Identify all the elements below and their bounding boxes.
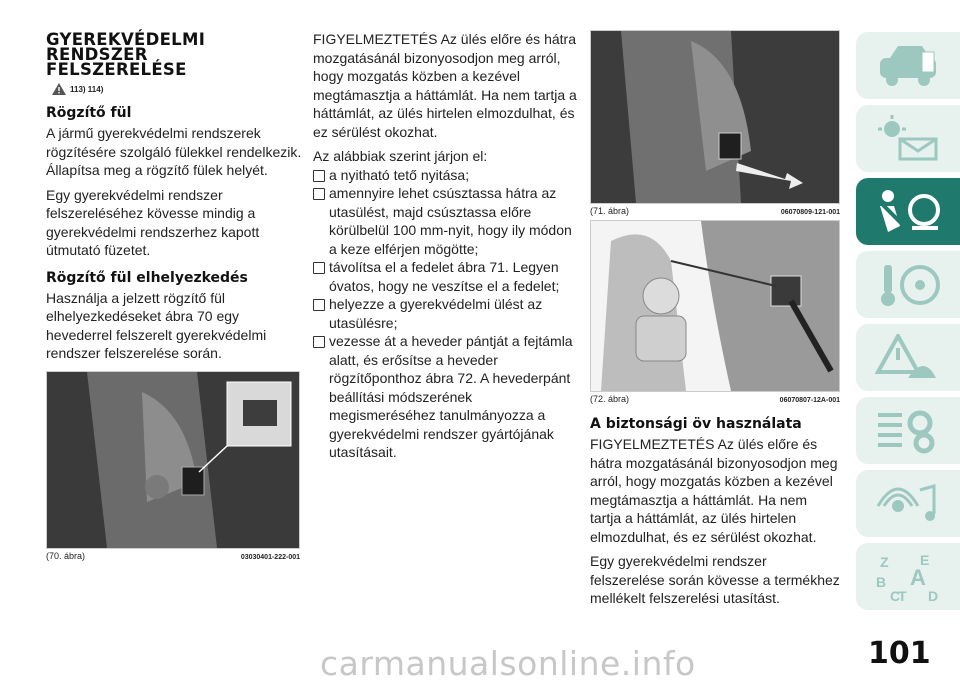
index-letter: D (928, 588, 939, 604)
paragraph: Egy gyerekvédelmi rendszer felszerelése során kövesse a termékhez mellékelt felszerelési utasítást. (590, 553, 840, 606)
paragraph: Egy gyerekvédelmi rendszer felszereléséhez kövesse mindig a gyerekvédelmi rendszerhez kapott útmutató füzetet. (46, 186, 260, 258)
index-letter: C (890, 588, 901, 604)
index-letter: A (910, 565, 926, 590)
index-letter: B (876, 574, 887, 590)
index-letters-icon (874, 553, 944, 605)
car-overview-icon (874, 42, 942, 88)
heading-anchor-location: Rögzítő fül elhelyezkedés (46, 269, 248, 286)
left-column (46, 0, 302, 561)
index-letter: T (898, 588, 907, 604)
tab-emergency[interactable] (856, 324, 960, 391)
middle-column (313, 30, 579, 462)
figure-71-caption: (71. ábra) 06070809-121-001 (590, 206, 840, 216)
page-number: 101 (868, 636, 931, 671)
tab-maintenance[interactable] (856, 397, 960, 464)
warning-road-icon (874, 334, 942, 382)
tab-safety-active[interactable] (856, 178, 960, 245)
list-item: helyezze a gyerekvédelmi ülést az utasülésre; (313, 295, 579, 332)
figure-72-caption: (72. ábra) 06070807-12A-001 (590, 394, 840, 404)
warning-paragraph: FIGYELMEZTETÉS Az ülés előre és hátra mozgatásánál bizonyosodjon meg arról, hogy mozgatás közben a kezével megtámasztja a háttámlát. Ha nem tartja a háttámlát, az ülés hirtelen elmozdulhat, és ez sérülést okozhat. (590, 436, 838, 545)
list-item: a nyitható tető nyitása; (313, 166, 579, 185)
tab-car-overview[interactable] (856, 32, 960, 99)
paragraph: Használja a jelzett rögzítő fül elhelyezkedéseket ábra 70 egy hevederrel felszerelt gyerekvédelmi rendszer felszerelése során. (46, 289, 267, 361)
warning-paragraph: FIGYELMEZTETÉS Az ülés előre és hátra mozgatásánál bizonyosodjon meg arról, hogy mozgatás közben a kezével megtámasztja a háttámlát. Ha nem tartja a háttámlát, az ülés hirtelen elmozdulhat, és ez sérülést okozhat. (313, 31, 577, 140)
lights-mail-icon (874, 115, 942, 163)
figure-71-image (590, 30, 840, 204)
index-letter: E (920, 553, 930, 568)
figure-70-caption: (70. ábra) 03030401-222-001 (46, 550, 300, 561)
figure-72-image (590, 220, 840, 392)
multimedia-music-icon (874, 480, 942, 528)
tab-multimedia[interactable] (856, 470, 960, 537)
chapter-sidebar (856, 32, 960, 616)
checkbox-bullet-icon (313, 188, 325, 200)
list-item: vezesse át a heveder pántját a fejtámla alatt, és erősítse a heveder rögzítőponthoz ábra 72. A hevederpánt beállítási módszerének megismeréséhez tanulmányozza a gyerekvédelmi rendszer gyártójának utasításait. (313, 332, 579, 462)
checkbox-bullet-icon (313, 170, 325, 182)
right-column (590, 30, 840, 614)
tab-lights-messages[interactable] (856, 105, 960, 172)
tab-index[interactable] (856, 543, 960, 610)
paragraph: Az alábbiak szerint járjon el: (313, 148, 488, 164)
list-item: távolítsa el a fedelet ábra 71. Legyen óvatos, hogy ne veszítse el a fedelet; (313, 258, 579, 295)
airbag-safety-icon (874, 188, 944, 236)
paragraph: A jármű gyerekvédelmi rendszerek rögzítésére szolgáló fülekkel rendelkezik. Állapítsa meg a rögzítő fülek helyét. (46, 125, 302, 178)
index-letter: Z (880, 554, 889, 570)
maintenance-gears-icon (874, 407, 942, 455)
figure-70-image (46, 371, 300, 549)
checkbox-bullet-icon (313, 262, 325, 274)
key-steering-icon (874, 261, 942, 309)
notes-reference: 113) 114) (52, 83, 302, 95)
list-item: amennyire lehet csúsztassa hátra az utasülést, majd csúsztassa előre körülbelül 100 mm-nyit, hogy ily módon a keze elférjen mögötte; (313, 184, 579, 258)
checkbox-bullet-icon (313, 299, 325, 311)
tab-starting-driving[interactable] (856, 251, 960, 318)
section-title: GYEREKVÉDELMI RENDSZER FELSZERELÉSE (46, 30, 206, 79)
heading-anchor-tab: Rögzítő fül (46, 105, 132, 121)
heading-seatbelt: A biztonsági öv használata (590, 416, 802, 432)
warning-icon (52, 83, 66, 95)
checkbox-bullet-icon (313, 336, 325, 348)
watermark: carmanualsonline.info (320, 644, 696, 683)
